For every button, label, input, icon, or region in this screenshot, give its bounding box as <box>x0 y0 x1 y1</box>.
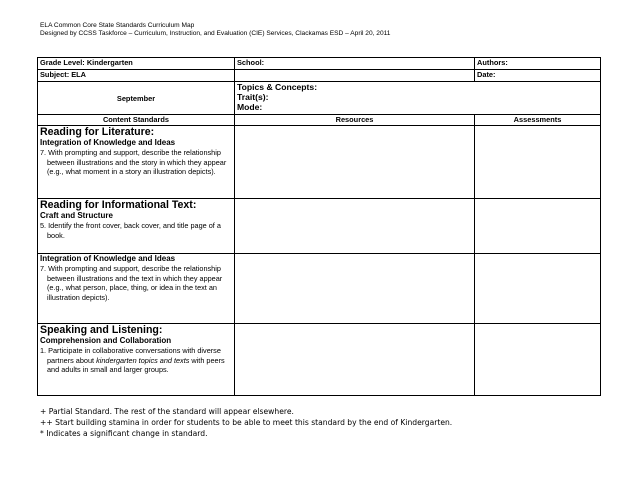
month-title: September <box>38 82 235 115</box>
assessments-header: Assessments <box>475 115 601 126</box>
assessments-cell[interactable] <box>475 254 601 324</box>
cluster-heading: Comprehension and Collaboration <box>40 336 172 345</box>
footnote-partial: + Partial Standard. The rest of the standard will appear elsewhere. <box>40 407 294 416</box>
footnotes <box>40 407 452 439</box>
standard-text: 7. With prompting and support, describe the relationship between illustrations and the text in which they appear (e.g., what person, place, thing, or idea in the text an illustration depicts). <box>40 264 223 302</box>
standard-cell <box>38 254 235 324</box>
resources-cell[interactable] <box>235 199 475 254</box>
assessments-cell[interactable] <box>475 126 601 199</box>
topics-traits-mode-cell[interactable] <box>235 82 601 115</box>
table-row <box>38 199 601 254</box>
resources-cell[interactable] <box>235 254 475 324</box>
subject-blank-cell[interactable] <box>235 70 475 82</box>
subject-cell[interactable]: Subject: ELA <box>38 70 235 82</box>
cluster-heading: Craft and Structure <box>40 211 113 220</box>
table-row <box>38 324 601 396</box>
document-credit: Designed by CCSS Taskforce – Curriculum, Instruction, and Evaluation (CIE) Services, Clackamas ESD – April 20, 2011 <box>40 30 391 37</box>
resources-header: Resources <box>235 115 475 126</box>
cluster-heading: Integration of Knowledge and Ideas <box>40 254 176 263</box>
traits-label: Trait(s): <box>237 92 269 102</box>
standard-text: 5. Identify the front cover, back cover, and title page of a book. <box>40 221 221 240</box>
content-standards-header: Content Standards <box>38 115 235 126</box>
standard-cell <box>38 324 235 396</box>
school-cell[interactable]: School: <box>235 58 475 70</box>
strand-heading: Speaking and Listening: <box>40 324 163 336</box>
assessments-cell[interactable] <box>475 199 601 254</box>
standard-text <box>40 346 232 375</box>
table-row <box>38 254 601 324</box>
strand-heading: Reading for Literature: <box>40 126 155 138</box>
document-title: ELA Common Core State Standards Curriculum Map <box>40 22 195 29</box>
topics-label: Topics & Concepts: <box>237 82 318 92</box>
cluster-heading: Integration of Knowledge and Ideas <box>40 138 176 147</box>
strand-heading: Reading for Informational Text: <box>40 199 197 211</box>
assessments-cell[interactable] <box>475 324 601 396</box>
footnote-change: * Indicates a significant change in standard. <box>40 428 208 438</box>
authors-cell[interactable]: Authors: <box>475 58 601 70</box>
date-cell[interactable]: Date: <box>475 70 601 82</box>
table-row <box>38 126 601 199</box>
resources-cell[interactable] <box>235 126 475 199</box>
standard-cell <box>38 199 235 254</box>
footnote-stamina: ++ Start building stamina in order for students to be able to meet this standard by the end of Kindergarten. <box>40 417 453 427</box>
mode-label: Mode: <box>237 102 263 112</box>
resources-cell[interactable] <box>235 324 475 396</box>
grade-level-cell[interactable]: Grade Level: Kindergarten <box>38 58 235 70</box>
standard-text: 7. With prompting and support, describe the relationship between illustrations and the story in which they appear (e.g., what moment in a story an illustration depicts). <box>40 148 227 177</box>
standard-text-end: with peers and adults in small and larger groups. <box>47 355 225 375</box>
standard-text-italic: kindergarten topics and texts <box>96 355 190 365</box>
curriculum-map-table <box>37 57 601 396</box>
standard-cell <box>38 126 235 199</box>
standard-text-start: 1. Participate in collaborative conversations with diverse partners about <box>40 346 221 365</box>
